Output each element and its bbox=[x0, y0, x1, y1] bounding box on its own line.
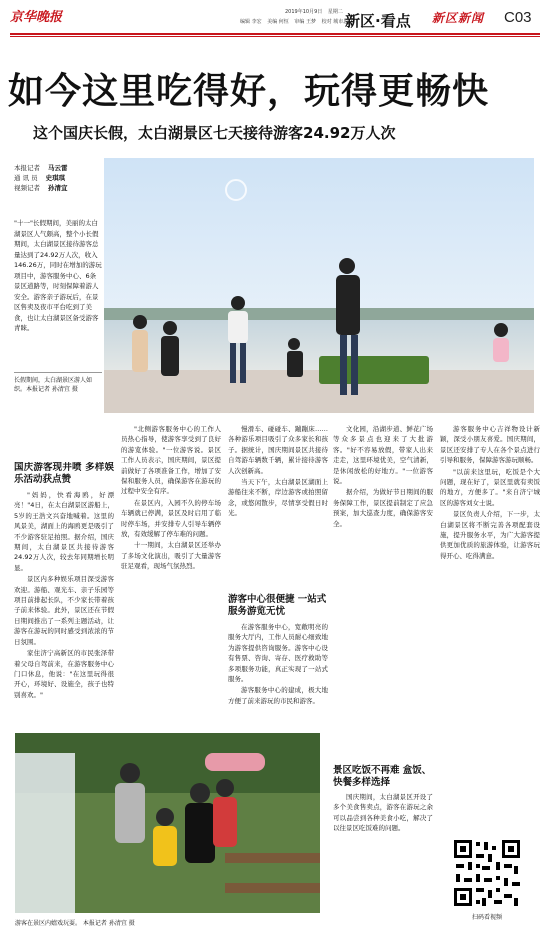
paragraph: "北侧游客服务中心的工作人员热心指导，使游客享受到了良好的游览体验。"一位游客说。景区工作人员表示，国庆期间，景区提前做好了各项准备工作，增加了安保和服务人员，确保游客在游玩的过程中安全有序。 bbox=[121, 425, 221, 496]
editor-credit: 编辑 李宏 bbox=[240, 19, 262, 25]
photo-caption: 长假期间，太白湖景区游人如织。本报记者 孙清宜 摄 bbox=[14, 372, 102, 394]
photo-caption: 游客在景区内嬉戏玩耍。 本报记者 孙清宜 摄 bbox=[15, 920, 135, 927]
article-column-5 bbox=[440, 424, 540, 829]
article-column-4b bbox=[333, 792, 433, 932]
article-column-4 bbox=[333, 424, 433, 760]
paragraph: 游客服务中心的建成，极大地方便了前来游玩的市民和游客。 bbox=[228, 686, 328, 705]
header-rule bbox=[10, 33, 540, 35]
byline-row: 通 讯 员 史琪琪 bbox=[14, 174, 66, 182]
paragraph: 在游客服务中心，宽敞明亮的服务大厅内，工作人员耐心细致地为游客提供咨询服务。游客中心设有售票、咨询、寄存、医疗救助等多项服务功能，真正实现了一站式服务。 bbox=[228, 623, 328, 684]
qr-code-icon bbox=[452, 838, 522, 908]
newspaper-logo: 京华晚报 bbox=[10, 10, 63, 25]
lead-paragraph: "十一"长假期间，美丽的太白湖景区人气颇高，整个小长假期间，太白湖景区接待游客总量达到了24.92万人次，收入146.26万，同时在增加的游玩项目中，游客服务中心、6条景区道路等，时刻保障着游人安全。游客亲子游玩后，在景区售卖及夜市平台吃到了美食，也让太白湖景区备受游客青睐。 bbox=[14, 219, 102, 332]
paper-name-logo: 新区新闻 bbox=[432, 11, 485, 25]
review-credit: 审编 王梦 bbox=[294, 19, 316, 25]
section-heading: 国庆游客现井喷 多样娱乐活动获点赞 bbox=[14, 462, 114, 485]
article-column-3 bbox=[228, 424, 328, 589]
paragraph: 景区负责人介绍，下一步，太白湖景区将不断完善各项配套设施，提升服务水平，为广大游客提供更加优质的旅游体验，让游客玩得开心、吃得满意。 bbox=[440, 510, 540, 560]
proof-credit: 校对 城市思 bbox=[321, 19, 349, 25]
paragraph: 据介绍，为做好节日期间的服务保障工作，景区提前制定了应急预案，加大巡查力度，确保游客安全。 bbox=[333, 488, 433, 528]
issue-date bbox=[285, 8, 347, 15]
secondary-photo bbox=[15, 733, 320, 913]
paragraph: 当天下午，太白湖景区湖面上游船往来不断，岸边游客或拍照留念，或悠闲散步，尽情享受假日时光。 bbox=[228, 478, 328, 518]
subheadline: 这个国庆长假，太白湖景区七天接待游客24.92万人次 bbox=[33, 124, 396, 142]
byline-row: 本报记者 马云雷 bbox=[14, 164, 68, 172]
page-number: C03 bbox=[504, 9, 532, 26]
staff-credits bbox=[240, 18, 352, 25]
article-column-2 bbox=[121, 424, 221, 729]
paragraph: 游客服务中心吉祥物设计新颖，深受小朋友喜爱。国庆期间，景区还安排了专人在各个景点进行引导和服务，保障游客游玩顺畅。 bbox=[440, 425, 540, 465]
paragraph: 国庆期间，太白湖景区开设了多个美食售卖点，游客在游玩之余可以品尝到各种美食小吃，解决了以往景区吃饭难的问题。 bbox=[333, 793, 433, 833]
byline-row: 视频记者 孙清宜 bbox=[14, 184, 68, 192]
art-credit: 美编 何恒 bbox=[267, 19, 289, 25]
section-heading: 游客中心很便捷 一站式服务游览无忧 bbox=[228, 594, 327, 617]
main-photo bbox=[104, 158, 534, 413]
paragraph: 家住济宁高新区的市民张泽带着父母自驾前来，在游客服务中心门口休息，他说："在这里玩得很开心，环境好、设施全，孩子也特别喜欢。" bbox=[14, 649, 114, 699]
paragraph: "妈妈，快看海鸥，好漂亮！"4日，在太白湖景区游船上，5岁的王浩文兴奋地喊着。这里的风景美，湖面上的海鸥更是吸引了不少游客驻足拍照。据介绍，国庆期间，太白湖景区共接待游客24.92万人次，较去年同期增长明显。 bbox=[14, 491, 114, 572]
fountain-scene-illustration bbox=[15, 733, 320, 913]
header-rule-thin bbox=[10, 36, 540, 37]
date-text: 2019年10月9日 bbox=[285, 9, 323, 15]
paragraph: 慢滑车、碰碰车、蹦蹦床……各种游乐项目吸引了众多家长和孩子。据统计，国庆期间景区共接待自驾游车辆数千辆，累计接待游客人次创新高。 bbox=[228, 425, 328, 475]
paragraph: 文化园，沿湖步道、鲜花广场等众多景点也迎来了大批游客。"好不容易放假，带家人出来走走，这里环境优美，空气清新，是休闲放松的好地方。"一位游客说。 bbox=[333, 425, 433, 486]
paragraph: 十一期间，太白湖景区还举办了多场文化演出，吸引了大量游客驻足观看，现场气氛热烈。 bbox=[121, 541, 221, 571]
qr-label: 扫码看视频 bbox=[471, 914, 502, 921]
paragraph: 景区内多种娱乐项目深受游客欢迎。游船、观光车、亲子乐园等项目前排起长队，不少家长带着孩子前来体验。此外，景区还在节假日期间推出了一系列主题活动，让游客在游玩的同时感受到浓浓的节日氛围。 bbox=[14, 575, 114, 646]
byline bbox=[14, 163, 84, 193]
paragraph: "以前来这里玩，吃饭是个大问题，现在好了，景区里就有卖饭的地方，方便多了。"来自济宁城区的游客刘女士说。 bbox=[440, 467, 540, 507]
headline: 如今这里吃得好，玩得更畅快 bbox=[8, 71, 490, 112]
article-column-1 bbox=[14, 462, 114, 728]
section-title: 新区·看点 bbox=[345, 12, 411, 30]
article-column-3b bbox=[228, 622, 328, 730]
qr-code[interactable] bbox=[452, 838, 522, 908]
weekday-text: 星期二 bbox=[327, 9, 343, 15]
paragraph: 在景区内，入园不久的停车场车辆就已停满，景区及时启用了临时停车场，并安排专人引导车辆停放，有效缓解了停车难的问题。 bbox=[121, 498, 221, 539]
section-heading: 景区吃饭不再难 盒饭、快餐多样选择 bbox=[333, 765, 432, 788]
lake-scene-illustration bbox=[104, 158, 534, 413]
